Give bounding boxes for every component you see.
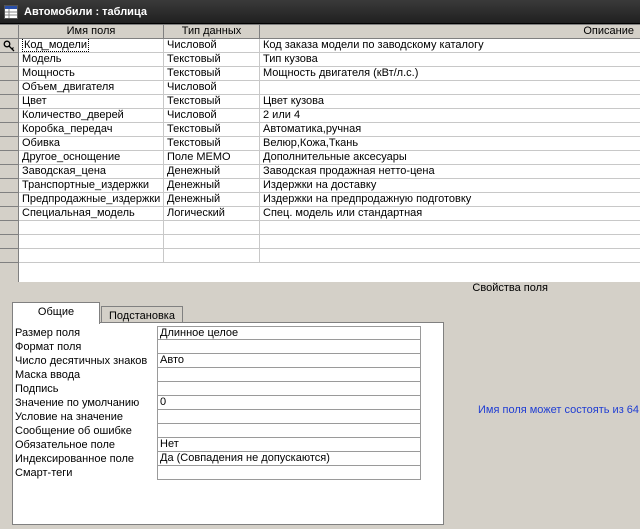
- empty-field-row[interactable]: [0, 221, 640, 235]
- field-name-cell-text: Специальная_модель: [22, 207, 135, 219]
- data-type-cell[interactable]: [164, 137, 260, 151]
- description-cell-text: Мощность двигателя (кВт/л.с.): [263, 67, 419, 79]
- field-row[interactable]: [0, 193, 640, 207]
- field-name-cell-text: Объем_двигателя: [22, 81, 115, 93]
- property-label: Размер поля: [15, 327, 81, 339]
- field-name-cell-text: Количество_дверей: [22, 109, 124, 121]
- field-row[interactable]: [0, 165, 640, 179]
- tab-lookup[interactable]: Подстановка: [101, 306, 183, 326]
- data-type-cell[interactable]: [164, 95, 260, 109]
- field-design-grid[interactable]: [0, 24, 640, 282]
- window-title-bar[interactable]: [0, 0, 640, 24]
- property-label: Смарт-теги: [15, 467, 73, 479]
- data-type-cell-text: Текстовый: [167, 67, 221, 79]
- row-selector[interactable]: [0, 137, 19, 151]
- column-header-description[interactable]: Описание: [583, 25, 634, 37]
- field-name-cell[interactable]: [19, 95, 164, 109]
- field-row[interactable]: [0, 67, 640, 81]
- field-name-cell[interactable]: [19, 249, 164, 263]
- data-type-cell[interactable]: [164, 221, 260, 235]
- description-cell[interactable]: [260, 109, 640, 123]
- field-name-cell[interactable]: [19, 53, 164, 67]
- description-cell-text: Издержки на доставку: [263, 179, 377, 191]
- field-name-cell[interactable]: [19, 179, 164, 193]
- property-value-field[interactable]: Длинное целое: [157, 326, 421, 340]
- property-row: [13, 424, 421, 438]
- data-type-cell[interactable]: [164, 39, 260, 53]
- data-type-cell[interactable]: [164, 151, 260, 165]
- property-row: [13, 382, 421, 396]
- field-name-cell[interactable]: [19, 165, 164, 179]
- row-selector[interactable]: [0, 109, 19, 123]
- property-value-field[interactable]: [157, 410, 421, 424]
- property-row: [13, 452, 421, 466]
- field-name-cell[interactable]: [19, 235, 164, 249]
- description-cell[interactable]: [260, 249, 640, 263]
- description-cell[interactable]: [260, 235, 640, 249]
- property-label: Индексированное поле: [15, 453, 134, 465]
- description-cell-text: Издержки на предпродажную подготовку: [263, 193, 472, 205]
- field-row[interactable]: [0, 137, 640, 151]
- field-row[interactable]: [0, 179, 640, 193]
- field-name-cell[interactable]: [19, 81, 164, 95]
- table-design-icon: [4, 5, 18, 19]
- data-type-cell-text: Поле MEMO: [167, 151, 231, 163]
- column-header-type[interactable]: Тип данных: [164, 25, 260, 39]
- field-row[interactable]: [0, 109, 640, 123]
- field-name-cell[interactable]: [19, 221, 164, 235]
- field-name-cell-text: Транспортные_издержки: [22, 179, 150, 191]
- property-label: Маска ввода: [15, 369, 81, 381]
- row-selector[interactable]: [0, 165, 19, 179]
- description-cell[interactable]: [260, 95, 640, 109]
- data-type-cell-text: Денежный: [167, 179, 221, 191]
- property-label: Условие на значение: [15, 411, 124, 423]
- description-cell[interactable]: [260, 53, 640, 67]
- property-row: [13, 396, 421, 410]
- field-row[interactable]: [0, 207, 640, 221]
- description-cell[interactable]: [260, 193, 640, 207]
- row-selector[interactable]: [0, 207, 19, 221]
- property-value-field[interactable]: Авто: [157, 354, 421, 368]
- description-cell[interactable]: [260, 165, 640, 179]
- data-type-cell[interactable]: [164, 249, 260, 263]
- row-selector[interactable]: [0, 95, 19, 109]
- property-value-field[interactable]: [157, 466, 421, 480]
- property-label: Значение по умолчанию: [15, 397, 140, 409]
- row-selector[interactable]: [0, 221, 19, 235]
- help-text: Имя поля может состоять из 64: [478, 404, 640, 416]
- data-type-cell[interactable]: [164, 81, 260, 95]
- property-row: [13, 326, 421, 340]
- property-row: [13, 438, 421, 452]
- field-name-cell[interactable]: [19, 109, 164, 123]
- description-cell[interactable]: [260, 179, 640, 193]
- description-cell[interactable]: [260, 39, 640, 53]
- row-selector[interactable]: [0, 123, 19, 137]
- properties-panel: [12, 322, 444, 525]
- row-selector[interactable]: [0, 81, 19, 95]
- field-name-cell[interactable]: [19, 137, 164, 151]
- field-row[interactable]: [0, 81, 640, 95]
- field-name-cell[interactable]: [19, 39, 164, 53]
- field-name-cell-text: Другое_оснощение: [22, 151, 121, 163]
- description-cell[interactable]: [260, 221, 640, 235]
- data-type-cell[interactable]: [164, 235, 260, 249]
- property-value-field[interactable]: [157, 368, 421, 382]
- property-label: Подпись: [15, 383, 59, 395]
- grid-header: [0, 25, 640, 39]
- description-cell-text: 2 или 4: [263, 109, 301, 121]
- tab-general[interactable]: Общие: [12, 302, 100, 324]
- row-selector[interactable]: [0, 249, 19, 263]
- field-name-cell-text: Предпродажные_издержки: [22, 193, 161, 205]
- field-row[interactable]: [0, 39, 640, 53]
- field-name-cell[interactable]: [19, 67, 164, 81]
- field-name-cell[interactable]: [19, 123, 164, 137]
- description-cell-text: Дополнительные аксесуары: [263, 151, 407, 163]
- data-type-cell-text: Денежный: [167, 193, 221, 205]
- data-type-cell-text: Числовой: [167, 109, 217, 121]
- data-type-cell[interactable]: [164, 109, 260, 123]
- data-type-cell[interactable]: [164, 179, 260, 193]
- description-cell-text: Заводская продажная нетто-цена: [263, 165, 435, 177]
- field-name-cell-text: Цвет: [22, 95, 47, 107]
- help-area: [452, 302, 640, 529]
- property-value-field[interactable]: Нет: [157, 438, 421, 452]
- field-name-cell[interactable]: [19, 207, 164, 221]
- property-row: [13, 354, 421, 368]
- description-cell[interactable]: [260, 151, 640, 165]
- property-value-field[interactable]: 0: [157, 396, 421, 410]
- data-type-cell[interactable]: [164, 67, 260, 81]
- description-cell[interactable]: [260, 137, 640, 151]
- property-value-field[interactable]: Да (Совпадения не допускаются): [157, 452, 421, 466]
- field-row[interactable]: [0, 95, 640, 109]
- property-value-field[interactable]: [157, 424, 421, 438]
- field-name-cell-text: Модель: [22, 53, 62, 65]
- data-type-cell-text: Текстовый: [167, 95, 221, 107]
- description-cell[interactable]: [260, 67, 640, 81]
- row-selector[interactable]: [0, 67, 19, 81]
- property-label: Формат поля: [15, 341, 82, 353]
- property-row: [13, 466, 421, 480]
- data-type-cell-text: Текстовый: [167, 137, 221, 149]
- field-name-cell[interactable]: [19, 193, 164, 207]
- description-cell[interactable]: [260, 123, 640, 137]
- description-cell-text: Цвет кузова: [263, 95, 325, 107]
- property-value-field[interactable]: [157, 382, 421, 396]
- row-selector[interactable]: [0, 151, 19, 165]
- row-selector[interactable]: [0, 53, 19, 67]
- field-name-cell-text: Код_модели: [24, 39, 87, 51]
- key-icon: [3, 40, 15, 52]
- field-row[interactable]: [0, 151, 640, 165]
- description-cell-text: Тип кузова: [263, 53, 318, 65]
- description-cell-text: Спец. модель или стандартная: [263, 207, 423, 219]
- field-properties-label: Свойства поля: [472, 282, 548, 294]
- data-type-cell[interactable]: [164, 53, 260, 67]
- property-row: [13, 340, 421, 354]
- row-selector-header[interactable]: [0, 25, 19, 39]
- column-header-name[interactable]: Имя поля: [19, 25, 164, 39]
- data-type-cell[interactable]: [164, 123, 260, 137]
- field-name-cell-text: Заводская_цена: [22, 165, 107, 177]
- data-type-cell[interactable]: [164, 207, 260, 221]
- data-type-cell-text: Денежный: [167, 165, 221, 177]
- empty-field-row[interactable]: [0, 235, 640, 249]
- description-cell[interactable]: [260, 81, 640, 95]
- row-selector[interactable]: [0, 39, 19, 53]
- empty-field-row[interactable]: [0, 249, 640, 263]
- data-type-cell-text: Числовой: [167, 81, 217, 93]
- description-cell-text: Код заказа модели по заводскому каталогу: [263, 39, 484, 51]
- data-type-cell[interactable]: [164, 165, 260, 179]
- field-properties-area: [0, 282, 640, 529]
- field-row[interactable]: [0, 53, 640, 67]
- row-selector[interactable]: [0, 193, 19, 207]
- property-row: [13, 368, 421, 382]
- field-name-cell[interactable]: [19, 151, 164, 165]
- window-title: Автомобили : таблица: [24, 5, 147, 18]
- row-selector[interactable]: [0, 179, 19, 193]
- property-label: Число десятичных знаков: [15, 355, 148, 367]
- row-selector[interactable]: [0, 235, 19, 249]
- data-type-cell-text: Текстовый: [167, 123, 221, 135]
- data-type-cell[interactable]: [164, 193, 260, 207]
- field-name-cell-text: Мощность: [22, 67, 75, 79]
- description-cell-text: Автоматика,ручная: [263, 123, 362, 135]
- data-type-cell-text: Логический: [167, 207, 225, 219]
- property-label: Обязательное поле: [15, 439, 116, 451]
- property-row: [13, 410, 421, 424]
- property-label: Сообщение об ошибке: [15, 425, 132, 437]
- field-name-cell-text: Коробка_передач: [22, 123, 113, 135]
- description-cell[interactable]: [260, 207, 640, 221]
- property-value-field[interactable]: [157, 340, 421, 354]
- data-type-cell-text: Числовой: [167, 39, 217, 51]
- field-name-cell-text: Обивка: [22, 137, 61, 149]
- description-cell-text: Велюр,Кожа,Ткань: [263, 137, 359, 149]
- field-row[interactable]: [0, 123, 640, 137]
- data-type-cell-text: Текстовый: [167, 53, 221, 65]
